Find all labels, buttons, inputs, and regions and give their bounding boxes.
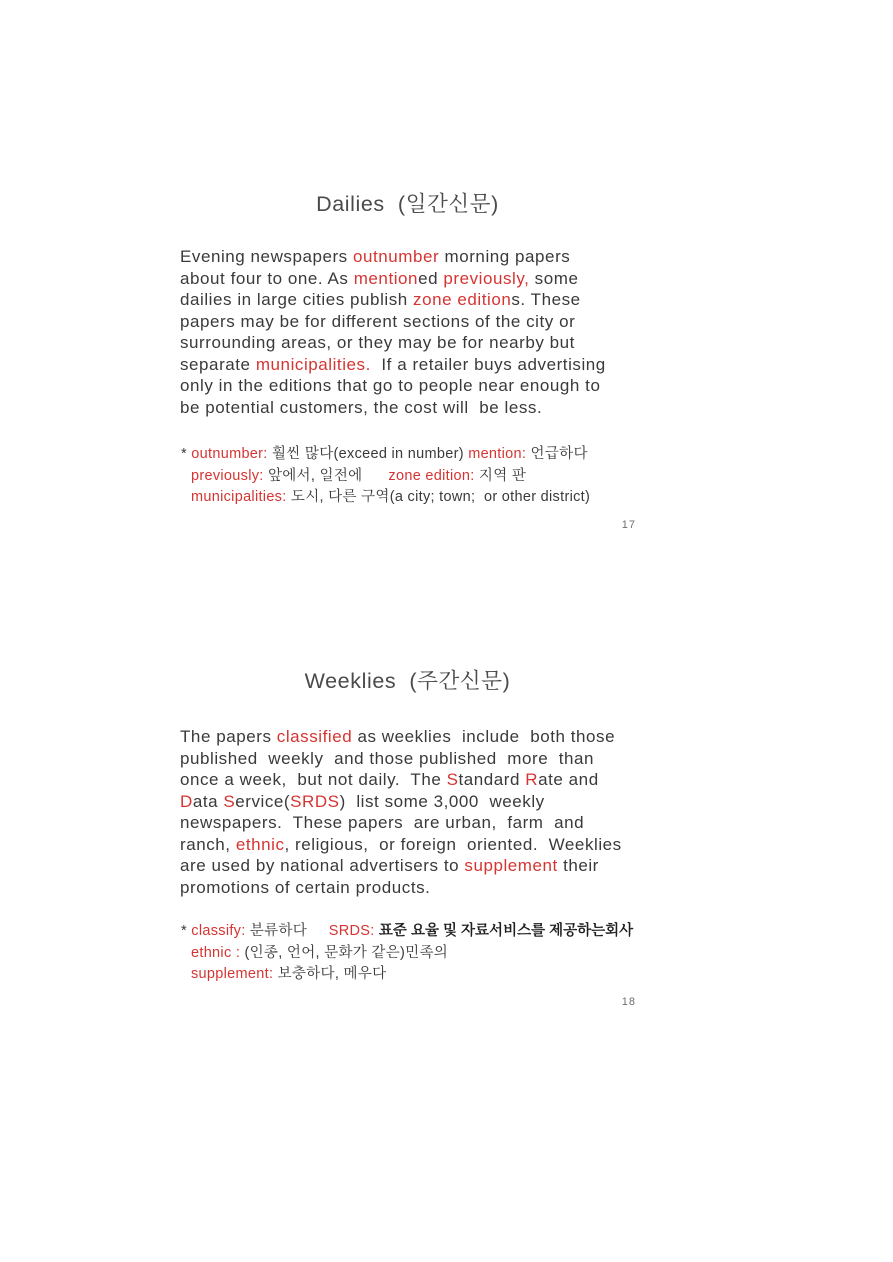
slide-title-dailies: Dailies (일간신문)	[316, 192, 499, 216]
page-number-18: 18	[621, 996, 636, 1008]
slide-title-weeklies: Weeklies (주간신문)	[304, 669, 511, 693]
dailies-vocabulary-list: * outnumber: 훨씬 많다(exceed in number) mention: 언급하다 previously: 앞에서, 일전에 zone edition: 지역 판 municipalities: 도시, 다른 구역(a city; town; or other district)	[181, 446, 591, 506]
weeklies-vocabulary-list: * classify: 분류하다 SRDS: 표준 요율 및 자료서비스를 제공하는회사 ethnic : (인종, 언어, 문화가 같은)민족의 supplement: 보충하다, 메우다	[181, 923, 634, 983]
dailies-paragraph: Evening newspapers outnumber morning papers about four to one. As mentioned previously, some dailies in large cities publish zone editions. These papers may be for different sections of the city or surrounding areas, or they may be for nearby but separate municipalities. If a retailer buys advertising only in the editions that go to people near enough to be potential customers, the cost will be less.	[180, 247, 606, 417]
weeklies-paragraph: The papers classified as weeklies include both those published weekly and those published more than once a week, but not daily. The Standard Rate and Data Service(SRDS) list some 3,000 weekly newspapers. These papers are urban, farm and ranch, ethnic, religious, or foreign oriented. Weeklies are used by national advertisers to supplement their promotions of certain products.	[180, 727, 622, 897]
page-number-17: 17	[621, 519, 636, 531]
